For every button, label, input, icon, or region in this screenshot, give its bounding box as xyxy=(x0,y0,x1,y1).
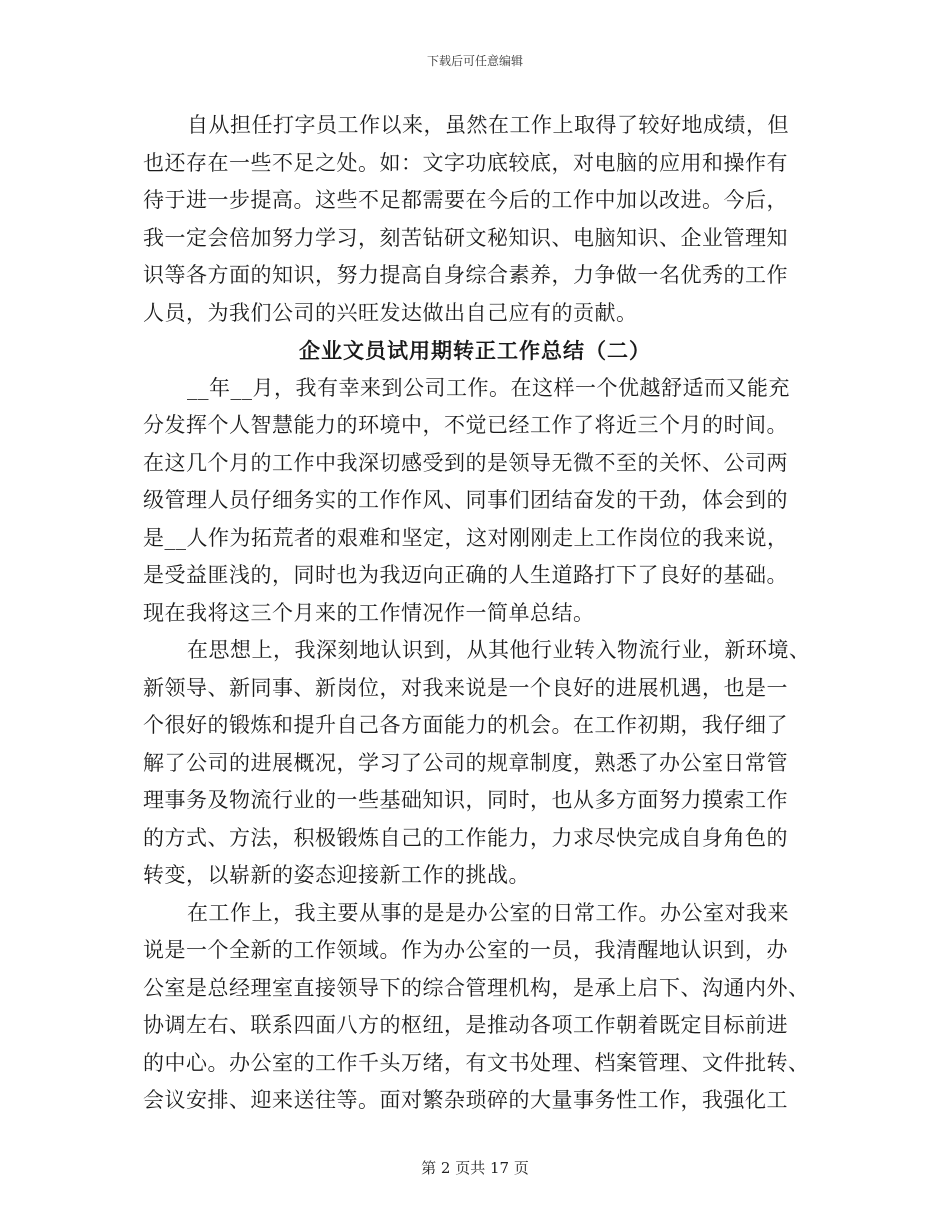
paragraph-line: 的方式、方法，积极锻炼自己的工作能力，力求尽快完成自身角色的 xyxy=(143,825,788,850)
paragraph-line: 说是一个全新的工作领域。作为办公室的一员，我清醒地认识到，办 xyxy=(143,938,788,962)
paragraph-line: 的中心。办公室的工作千头万绪，有文书处理、档案管理、文件批转、 xyxy=(143,1050,810,1075)
paragraph-line: 自从担任打字员工作以来，虽然在工作上取得了较好地成绩，但 xyxy=(187,113,789,137)
page-footer: 第 2 页共 17 页 xyxy=(421,1159,529,1177)
paragraph-line: 公室是总经理室直接领导下的综合管理机构，是承上启下、沟通内外、 xyxy=(143,975,810,1000)
paragraph-line: 协调左右、联系四面八方的枢纽，是推动各项工作朝着既定目标前进 xyxy=(143,1013,788,1037)
paragraph-line: 解了公司的进展概况，学习了公司的规章制度，熟悉了办公室日常管 xyxy=(143,750,788,775)
paragraph-line: 理事务及物流行业的一些基础知识，同时，也从多方面努力摸索工作 xyxy=(143,788,788,812)
paragraph-line: __年__月，我有幸来到公司工作。在这样一个优越舒适而又能充 xyxy=(187,375,790,400)
paragraph-line: 在这几个月的工作中我深切感受到的是领导无微不至的关怀、公司两 xyxy=(143,450,788,475)
section-title: 企业文员试用期转正工作总结（二） xyxy=(299,338,651,363)
paragraph-line: 是__人作为拓荒者的艰难和坚定，这对刚刚走上工作岗位的我来说， xyxy=(143,525,789,550)
paragraph-line: 待于进一步提高。这些不足都需要在今后的工作中加以改进。今后， xyxy=(143,188,788,212)
paragraph-line: 新领导、新同事、新岗位，对我来说是一个良好的进展机遇，也是一 xyxy=(143,675,788,700)
paragraph-line: 个很好的锻炼和提升自己各方面能力的机会。在工作初期，我仔细了 xyxy=(143,713,788,737)
paragraph-line: 分发挥个人智慧能力的环境中，不觉已经工作了将近三个月的时间。 xyxy=(143,413,788,437)
paragraph-line: 识等各方面的知识，努力提高自身综合素养，力争做一名优秀的工作 xyxy=(143,263,788,287)
paragraph-line: 级管理人员仔细务实的工作作风、同事们团结奋发的干劲，体会到的 xyxy=(143,488,788,512)
paragraph-line: 是受益匪浅的，同时也为我迈向正确的人生道路打下了良好的基础。 xyxy=(143,563,788,587)
document-body xyxy=(143,107,811,1120)
paragraph-line: 在思想上，我深刻地认识到，从其他行业转入物流行业，新环境、 xyxy=(187,638,811,662)
paragraph-line: 人员，为我们公司的兴旺发达做出自己应有的贡献。 xyxy=(143,300,638,325)
paragraph-line: 在工作上，我主要从事的是是办公室的日常工作。办公室对我来 xyxy=(187,900,789,925)
paragraph-line: 现在我将这三个月来的工作情况作一简单总结。 xyxy=(143,600,595,625)
paragraph-line: 会议安排、迎来送往等。面对繁杂琐碎的大量事务性工作，我强化工 xyxy=(143,1088,788,1112)
paragraph-line: 也还存在一些不足之处。如：文字功底较底，对电脑的应用和操作有 xyxy=(143,150,788,175)
page-header: 下载后可任意编辑 xyxy=(426,54,523,68)
paragraph-line: 我一定会倍加努力学习，刻苦钻研文秘知识、电脑知识、企业管理知 xyxy=(143,225,788,250)
paragraph-line: 转变，以崭新的姿态迎接新工作的挑战。 xyxy=(143,863,530,887)
